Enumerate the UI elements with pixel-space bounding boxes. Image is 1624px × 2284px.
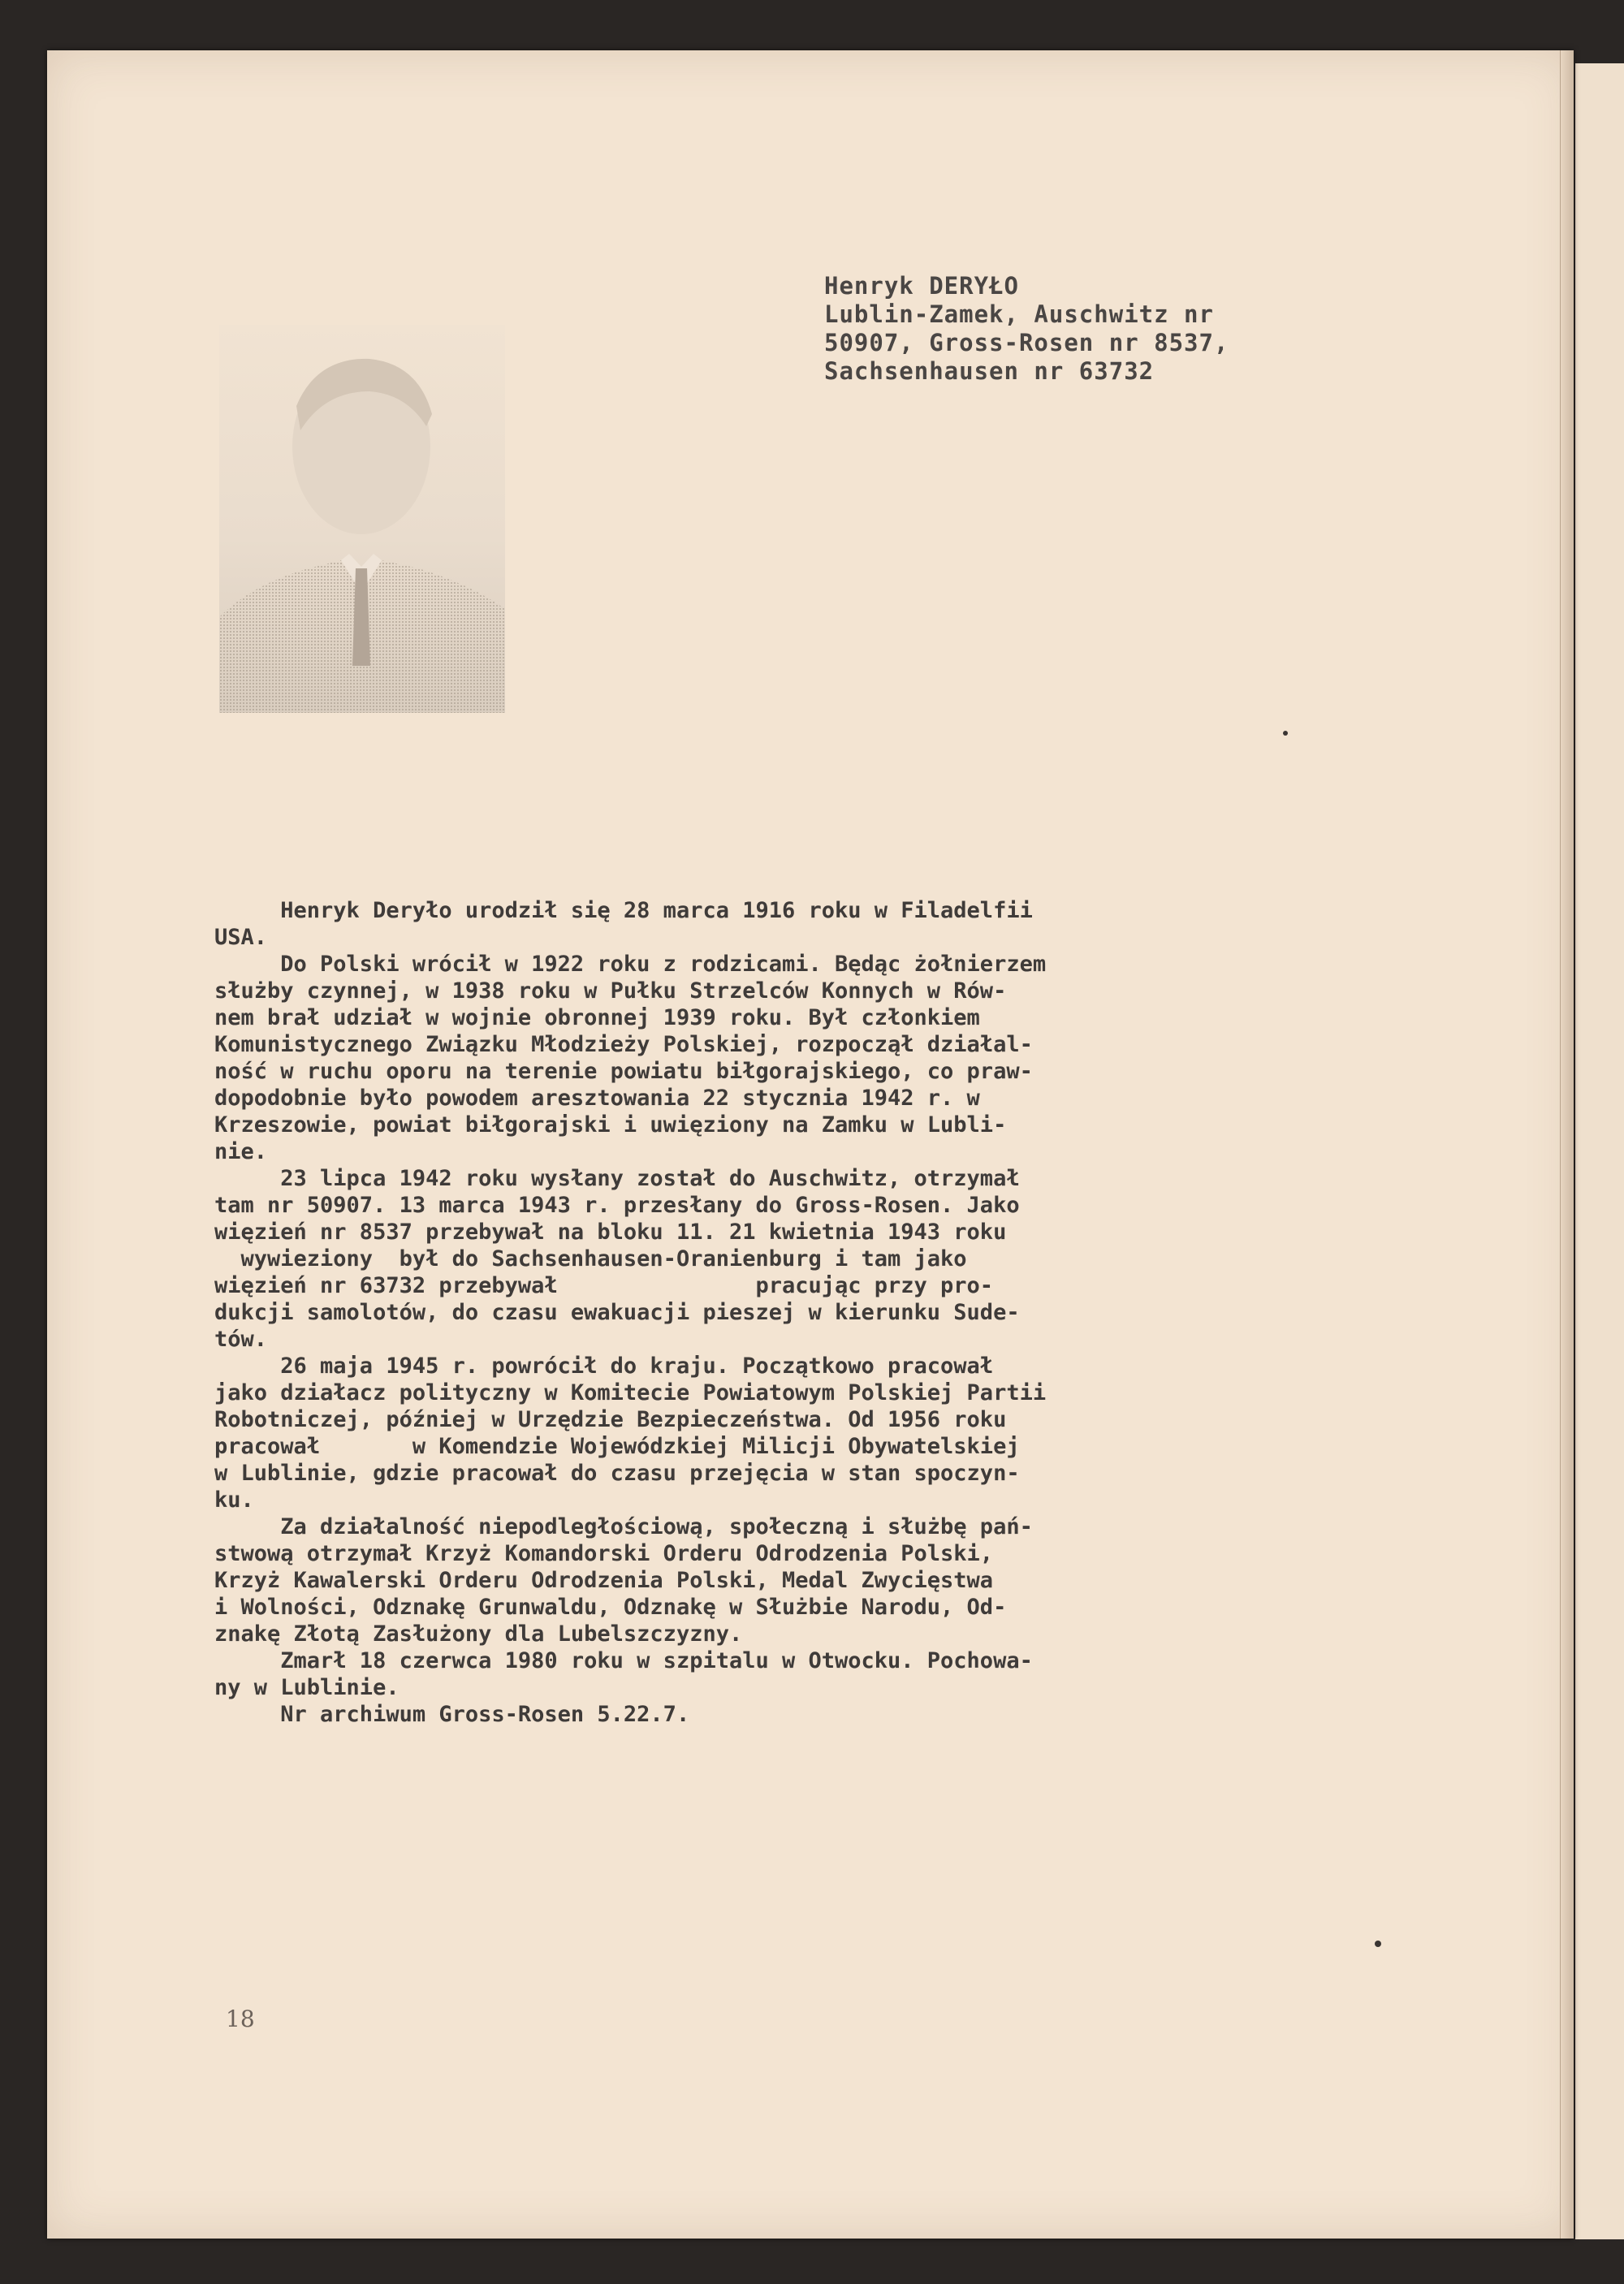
caption-block — [824, 272, 1229, 386]
biography-text — [214, 897, 1432, 1728]
ink-speck — [1283, 731, 1288, 736]
body-line: nie. — [214, 1139, 268, 1164]
page-fold — [1560, 50, 1574, 2239]
body-line: w Lublinie, gdzie pracował do czasu przejęcia w stan spoczyn- — [214, 1461, 1020, 1486]
body-line: tam nr 50907. 13 marca 1943 r. przesłany do Gross-Rosen. Jako — [214, 1193, 1020, 1218]
body-line: dukcji samolotów, do czasu ewakuacji pieszej w kierunku Sude- — [214, 1300, 1020, 1325]
caption-camp-line-3: Sachsenhausen nr 63732 — [824, 357, 1155, 385]
body-line: pracował w Komendzie Wojewódzkiej Milicji Obywatelskiej — [214, 1434, 1020, 1459]
ink-speck — [1375, 1941, 1381, 1947]
body-line: Henryk Deryło urodził się 28 marca 1916 roku w Filadelfii — [214, 898, 1033, 923]
portrait-silhouette — [219, 325, 505, 713]
body-line: więzień nr 63732 przebywał pracując przy pro- — [214, 1273, 994, 1298]
body-line: Robotniczej, później w Urzędzie Bezpieczeństwa. Od 1956 roku — [214, 1407, 1007, 1432]
body-line: Za działalność niepodległościową, społeczną i służbę pań- — [214, 1514, 1033, 1539]
body-line: służby czynnej, w 1938 roku w Pułku Strzelców Konnych w Rów- — [214, 978, 1007, 1004]
body-line: Nr archiwum Gross-Rosen 5.22.7. — [214, 1702, 690, 1727]
body-line: Krzyż Kawalerski Orderu Odrodzenia Polski, Medal Zwycięstwa — [214, 1568, 994, 1593]
caption-name: Henryk DERYŁO — [824, 272, 1019, 300]
body-line: tów. — [214, 1327, 268, 1352]
body-line: stwową otrzymał Krzyż Komandorski Orderu Odrodzenia Polski, — [214, 1541, 994, 1566]
body-line: USA. — [214, 925, 268, 950]
body-line: nem brał udział w wojnie obronnej 1939 roku. Był członkiem — [214, 1005, 980, 1030]
body-line: dopodobnie było powodem aresztowania 22 stycznia 1942 r. w — [214, 1086, 980, 1111]
caption-camp-line-2: 50907, Gross-Rosen nr 8537, — [824, 329, 1229, 356]
body-line: ny w Lublinie. — [214, 1675, 400, 1700]
body-line: Komunistycznego Związku Młodzieży Polskiej, rozpoczął działal- — [214, 1032, 1033, 1057]
body-line: 26 maja 1945 r. powrócił do kraju. Początkowo pracował — [214, 1354, 994, 1379]
portrait-photo — [219, 325, 505, 713]
body-line: Zmarł 18 czerwca 1980 roku w szpitalu w Otwocku. Pochowa- — [214, 1648, 1033, 1673]
body-line: ku. — [214, 1487, 254, 1513]
body-line: więzień nr 8537 przebywał na bloku 11. 21 kwietnia 1943 roku — [214, 1220, 1007, 1245]
body-line: znakę Złotą Zasłużony dla Lubelszczyzny. — [214, 1621, 743, 1647]
body-line: i Wolności, Odznakę Grunwaldu, Odznakę w Służbie Narodu, Od- — [214, 1595, 1007, 1620]
body-line: Krzeszowie, powiat biłgorajski i uwięziony na Zamku w Lubli- — [214, 1112, 1007, 1138]
body-line: Do Polski wrócił w 1922 roku z rodzicami. Będąc żołnierzem — [214, 952, 1047, 977]
body-line: jako działacz polityczny w Komitecie Powiatowym Polskiej Partii — [214, 1380, 1047, 1405]
body-line: 23 lipca 1942 roku wysłany został do Auschwitz, otrzymał — [214, 1166, 1020, 1191]
body-line: wywieziony był do Sachsenhausen-Oranienburg i tam jako — [214, 1246, 967, 1272]
page-number: 18 — [226, 2006, 255, 2032]
caption-camp-line-1: Lublin-Zamek, Auschwitz nr — [824, 300, 1214, 328]
body-line: ność w ruchu oporu na terenie powiatu biłgorajskiego, co praw- — [214, 1059, 1033, 1084]
adjacent-page-edge — [1575, 63, 1624, 2239]
